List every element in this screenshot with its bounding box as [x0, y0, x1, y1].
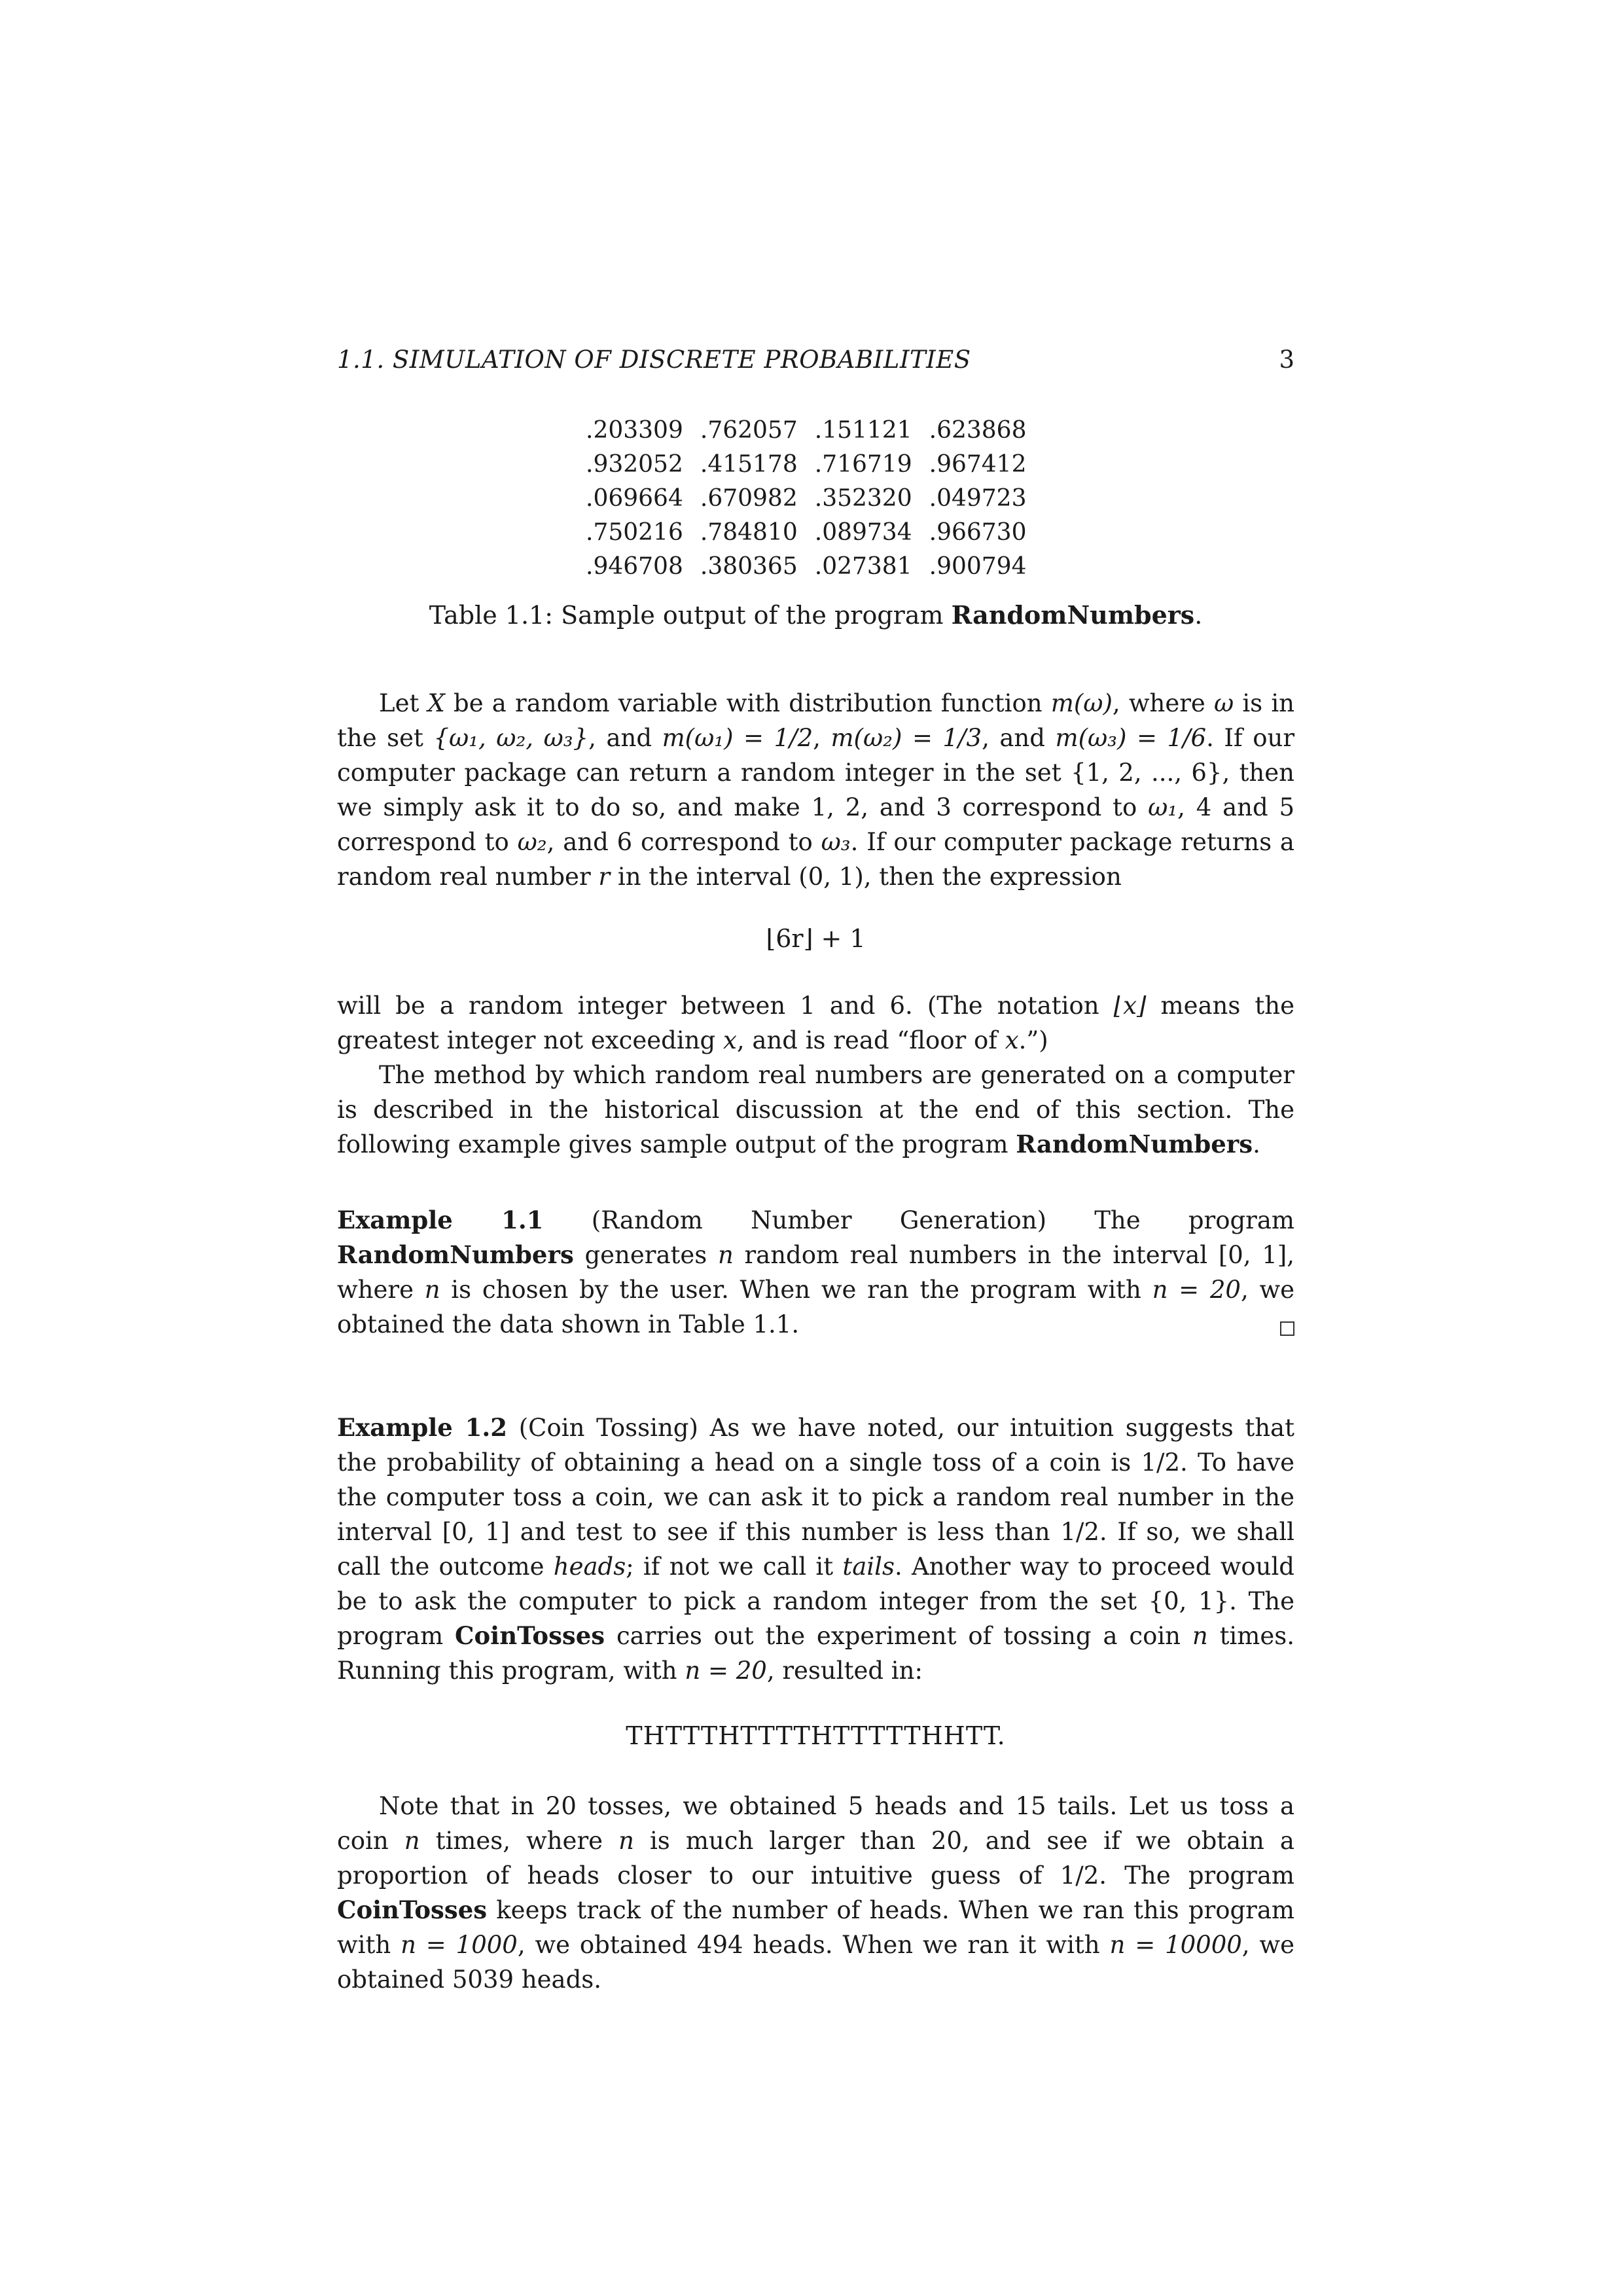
table-cell: .946708	[586, 552, 683, 580]
table-cell: .415178	[700, 450, 798, 478]
example-1-2: Example 1.2 (Coin Tossing) As we have noted, our intuition suggests that the probability of obtaining a head on a single toss of a coin is 1/2. To have the computer toss a coin, we can ask it to pick a random real number in the interval [0, 1] and test to see if this number is less than 1/2. If so, we shall call the outcome heads; if not we call it tails. Another way to proceed would be to ask the computer to pick a random integer from the set {0, 1}. The program CoinTosses carries out the experiment of tossing a coin n times. Running this program, with n = 20, resulted in:	[337, 1413, 1294, 1685]
table-caption	[337, 600, 1294, 630]
paragraph-method: The method by which random real numbers are generated on a computer is described in the historical discussion at the end of this section. The following example gives sample output of the program RandomNumbers.	[337, 1061, 1294, 1158]
table-row	[586, 518, 1044, 552]
example-1-1-label: Example 1.1	[337, 1206, 544, 1234]
table-cell: .069664	[586, 484, 683, 512]
table-cell: .623868	[929, 416, 1027, 444]
table-row	[586, 552, 1044, 586]
table-cell: .762057	[700, 416, 798, 444]
table-cell: .049723	[929, 484, 1027, 512]
caption-text: Table 1.1: Sample output of the program	[429, 601, 952, 630]
running-header	[337, 346, 1294, 385]
paragraph-floor-notation: will be a random integer between 1 and 6. (The notation ⌊x⌋ means the greatest integer not exceeding x, and is read “floor of x.”) The method by which random real numbers are generated on a computer is described in the historical discussion at the end of this section. The following example gives sample output of the program RandomNumbers.	[337, 988, 1294, 1162]
end-of-example-icon	[1280, 1321, 1294, 1336]
table-cell: .151121	[814, 416, 912, 444]
example-1-1: Example 1.1 (Random Number Generation) The program RandomNumbers generates n random real numbers in the interval [0, 1], where n is chosen by the user. When we ran the program with n = 20, we obtained the data shown in Table 1.1.	[337, 1206, 1295, 1338]
table-cell: .750216	[586, 518, 683, 546]
caption-program-name: RandomNumbers	[951, 600, 1195, 630]
table-cell: .900794	[929, 552, 1027, 580]
toss-sequence: THTTTHTTTTHTTTTTHHTT.	[626, 1721, 1006, 1750]
table-cell: .784810	[700, 518, 798, 546]
caption-period: .	[1194, 601, 1203, 630]
table-cell: .716719	[814, 450, 912, 478]
table-row	[586, 416, 1044, 450]
table-cell: .966730	[929, 518, 1027, 546]
table-cell: .670982	[700, 484, 798, 512]
table-cell: .352320	[814, 484, 912, 512]
page-number: 3	[1279, 346, 1294, 374]
table-cell: .027381	[814, 552, 912, 580]
table-cell: .203309	[586, 416, 683, 444]
paragraph-random-variable: Let X be a random variable with distribution function m(ω), where ω is in the set {ω₁, ω₂, ω₃}, and m(ω₁) = 1/2, m(ω₂) = 1/3, and m(ω₃) = 1/6. If our computer package can return a random integer in the set {1, 2, ..., 6}, then we simply ask it to do so, and make 1, 2, and 3 correspond to ω₁, 4 and 5 correspond to ω₂, and 6 correspond to ω₃. If our computer package returns a random real number r in the interval (0, 1), then the expression	[337, 689, 1295, 891]
table-cell: .932052	[586, 450, 683, 478]
table-row	[586, 484, 1044, 518]
running-title: 1.1. SIMULATION OF DISCRETE PROBABILITIES	[337, 346, 971, 374]
paragraph-many-tosses: Note that in 20 tosses, we obtained 5 heads and 15 tails. Let us toss a coin n times, where n is much larger than 20, and see if we obtain a proportion of heads closer to our intuitive guess of 1/2. The program CoinTosses keeps track of the number of heads. When we ran this program with n = 1000, we obtained 494 heads. When we ran it with n = 10000, we obtained 5039 heads.	[337, 1792, 1294, 1994]
floor-formula: ⌊6r⌋ + 1	[766, 924, 866, 953]
table-cell: .380365	[700, 552, 798, 580]
table-cell: .967412	[929, 450, 1027, 478]
table-cell: .089734	[814, 518, 912, 546]
example-1-2-label: Example 1.2	[337, 1413, 508, 1442]
table-row	[586, 450, 1044, 484]
random-numbers-table	[586, 416, 1044, 586]
